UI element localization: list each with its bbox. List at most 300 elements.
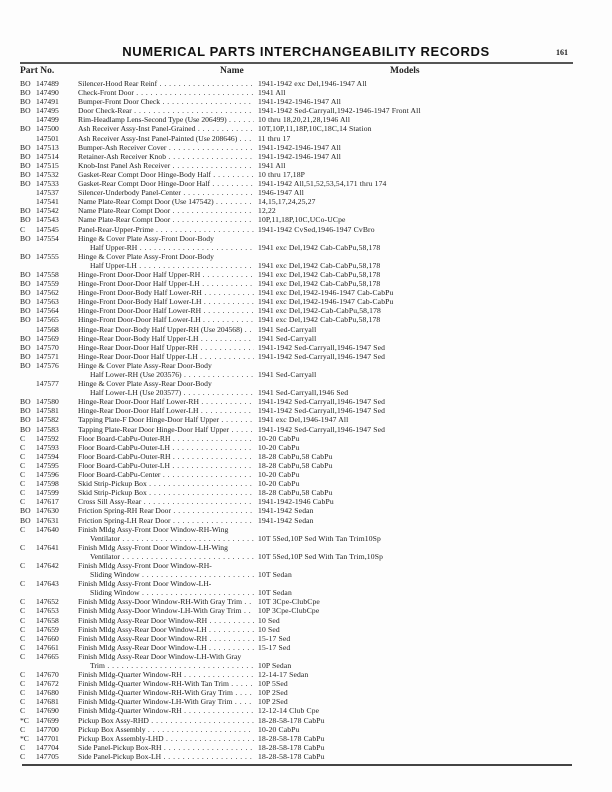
part-number: 147545 (36, 224, 59, 234)
table-row (0, 497, 612, 506)
table-row (0, 197, 612, 206)
part-name: Hinge-Front Door-Door Half Upper-RH . . . (78, 270, 254, 279)
models: 10-20 CabPu (258, 433, 300, 443)
part-name: Door Check-Rear . . . (78, 106, 254, 115)
part-prefix: C (20, 579, 26, 589)
models: 18-28-58-178 CabPu (258, 715, 325, 725)
models: 1941 exc Del,1942 Cab-CabPu,58,178 (258, 242, 381, 252)
models: 12,22 (258, 206, 276, 216)
part-prefix: BO (20, 233, 31, 243)
part-prefix: BO (20, 142, 31, 152)
part-name: Hinge-Rear Door-Body Half Upper-RH (Use 204568) . . . (78, 325, 254, 334)
part-prefix: BO (20, 406, 31, 416)
models: 18-28 CabPu,58 CabPu (258, 488, 333, 498)
part-prefix: *C (20, 733, 29, 743)
part-prefix: BO (20, 315, 31, 325)
part-name: Tapping Plate-Rear Door Hinge-Door Half Upper . . . (78, 425, 254, 434)
table-row (0, 334, 612, 343)
models: 10P 2Sed (258, 688, 288, 698)
part-name-continuation: Sliding Window . . . (90, 588, 254, 597)
models: 18-28-58-178 CabPu (258, 751, 325, 761)
part-prefix: BO (20, 288, 31, 298)
part-number: 147595 (36, 460, 59, 470)
part-prefix: BO (20, 351, 31, 361)
part-prefix: C (20, 451, 26, 461)
part-name: Skid Strip-Pickup Box . . . (78, 479, 254, 488)
table-row (0, 415, 612, 424)
part-prefix: C (20, 606, 26, 616)
part-name: Finish Mldg Assy-Rear Door Window-LH . . . (78, 625, 254, 634)
part-prefix: BO (20, 97, 31, 107)
models: 1941-1942-1946-1947 All (258, 151, 341, 161)
models: 10P Sedan (258, 661, 292, 670)
part-prefix: BO (20, 342, 31, 352)
models: 1941 Sed-Carryall (258, 333, 317, 343)
part-number: 147660 (36, 633, 59, 643)
models: 1941 Sed-Carryall (258, 324, 317, 334)
part-name: Finish Mldg Assy-Rear Door Window-LH-With Gray (78, 651, 242, 661)
table-row-continuation (0, 243, 612, 252)
part-name: Hinge-Front Door-Body Half Lower-RH . . . (78, 288, 254, 297)
table-row (0, 697, 612, 706)
part-number: 147681 (36, 697, 59, 707)
part-prefix: BO (20, 206, 31, 216)
part-number: 147513 (36, 142, 59, 152)
part-name: Side Panel-Pickup Box-RH . . . (78, 743, 254, 752)
part-number: 147570 (36, 342, 59, 352)
part-name: Bumper-Ash Receiver Cover . . . (78, 143, 254, 152)
models: 10T Sedan (258, 570, 292, 580)
part-name: Pickup Box Assy-RHD . . . (78, 716, 254, 725)
models: 1941 All (258, 88, 286, 98)
models: 1941-1942 Sed-Carryall,1946-1947 Sed (258, 406, 386, 416)
part-prefix: C (20, 742, 26, 752)
part-name: Hinge-Front Door-Door Half Lower-LH . . . (78, 315, 254, 324)
table-row (0, 179, 612, 188)
part-number: 147631 (36, 515, 59, 525)
part-prefix: C (20, 470, 26, 480)
part-number: 147659 (36, 624, 59, 634)
part-number: 147563 (36, 297, 59, 307)
models: 1941-1942 Sed-Carryall,1946-1947 Sed (258, 397, 386, 407)
part-number: 147554 (36, 233, 59, 243)
part-number: 147699 (36, 715, 59, 725)
part-prefix: *C (20, 715, 29, 725)
table-row (0, 425, 612, 434)
part-name: Ash Receiver Assy-Inst Panel-Painted (Use 208646) . . . (78, 134, 254, 143)
table-row (0, 215, 612, 224)
part-number: 147653 (36, 606, 59, 616)
part-number: 147583 (36, 424, 59, 434)
table-row (0, 470, 612, 479)
part-number: 147501 (36, 133, 59, 143)
part-number: 147665 (36, 651, 59, 661)
models: 1941 exc Del,1942 Cab-CabPu,58,178 (258, 279, 381, 289)
models: 15-17 Sed (258, 633, 291, 643)
part-name: Hinge-Rear Door-Body Half Upper-LH . . . (78, 334, 254, 343)
table-row (0, 88, 612, 97)
table-row-continuation (0, 534, 612, 543)
table-row (0, 134, 612, 143)
table-row (0, 106, 612, 115)
part-name: Tapping Plate-F Door Hinge-Door Half Upper . . . (78, 415, 254, 424)
table-row (0, 143, 612, 152)
table-row (0, 188, 612, 197)
models: 1941-1942-1946-1947 All (258, 97, 341, 107)
models: 1941-1942-1946-1947 All (258, 142, 341, 152)
part-number: 147598 (36, 479, 59, 489)
part-name: Panel-Rear-Upper-Prime . . . (78, 225, 254, 234)
models: 1941 All (258, 160, 286, 170)
models: 10P 2Sed (258, 697, 288, 707)
models: 10P 3Cpe-ClubCpe (258, 606, 320, 616)
part-name: Finish Mldg Assy-Front Door Window-LH- (78, 579, 212, 589)
part-name: Finish Mldg Assy-Rear Door Window-RH . . . (78, 616, 254, 625)
part-name: Finish Mldg Assy-Front Door Window-RH- (78, 560, 212, 570)
table-row (0, 252, 612, 261)
part-number: 147491 (36, 97, 59, 107)
part-prefix: BO (20, 360, 31, 370)
table-row (0, 543, 612, 552)
part-number: 147617 (36, 497, 59, 507)
models: 1941-1942 Sedan (258, 506, 314, 516)
table-row (0, 525, 612, 534)
part-number: 147532 (36, 169, 59, 179)
part-number: 147495 (36, 106, 59, 116)
part-number: 147642 (36, 560, 59, 570)
part-name: Finish Mldg-Quarter Window-RH-With Tan Trim . . . (78, 679, 254, 688)
part-name: Hinge-Front Door-Body Half Lower-LH . . . (78, 297, 254, 306)
part-name: Pickup Box Assembly . . . (78, 725, 254, 734)
part-prefix: C (20, 633, 26, 643)
models: 10P 5Sed (258, 679, 288, 689)
part-prefix: C (20, 642, 26, 652)
models: 18-28 CabPu,58 CabPu (258, 460, 333, 470)
part-number: 147489 (36, 79, 59, 88)
part-name: Friction Spring-LH Rear Door . . . (78, 516, 254, 525)
part-name: Check-Front Door . . . (78, 88, 254, 97)
part-prefix: BO (20, 124, 31, 134)
table-row (0, 652, 612, 661)
table-row (0, 343, 612, 352)
models: 10-20 CabPu (258, 479, 300, 489)
part-number: 147641 (36, 542, 59, 552)
part-number: 147564 (36, 306, 59, 316)
part-name: Floor Board-CabPu-Outer-RH . . . (78, 434, 254, 443)
table-row (0, 634, 612, 643)
table-row (0, 234, 612, 243)
models: 10T Sedan (258, 588, 292, 598)
part-name: Floor Board-CabPu-Outer-LH . . . (78, 461, 254, 470)
column-header-models: Models (390, 66, 420, 76)
part-name: Finish Mldg-Quarter Window-LH-With Gray Trim . . . (78, 697, 254, 706)
part-number: 147490 (36, 88, 59, 98)
part-name: Finish Mldg-Quarter Window-RH . . . (78, 706, 254, 715)
part-name: Name Plate-Rear Compt Door (Use 147542) . . . (78, 197, 254, 206)
part-prefix: C (20, 615, 26, 625)
part-prefix: C (20, 651, 26, 661)
table-row (0, 743, 612, 752)
part-number: 147565 (36, 315, 59, 325)
part-name: Hinge-Rear Door-Door Half Upper-LH . . . (78, 352, 254, 361)
part-name: Gasket-Rear Compt Door Hinge-Body Half . . . (78, 170, 254, 179)
part-number: 147555 (36, 251, 59, 261)
models: 1941-1942 Sedan (258, 515, 314, 525)
part-prefix: BO (20, 169, 31, 179)
part-prefix: BO (20, 151, 31, 161)
part-prefix: C (20, 688, 26, 698)
models: 1941 exc Del,1942-Cab-CabPu,58,178 (258, 306, 381, 316)
part-name: Gasket-Rear Compt Door Hinge-Door Half . . . (78, 179, 254, 188)
part-prefix: C (20, 679, 26, 689)
part-number: 147562 (36, 288, 59, 298)
models: 10T 5Sed,10P Sed With Tan Trim10Sp (258, 533, 381, 543)
models: 1941-1942 Sed-Carryall,1946-1947 Sed (258, 342, 386, 352)
table-row (0, 579, 612, 588)
part-prefix: BO (20, 297, 31, 307)
table-row (0, 306, 612, 315)
table-row (0, 606, 612, 615)
part-number: 147596 (36, 470, 59, 480)
part-number: 147640 (36, 524, 59, 534)
part-number: 147661 (36, 642, 59, 652)
models: 14,15,17,24,25,27 (258, 197, 316, 207)
part-number: 147658 (36, 615, 59, 625)
part-name: Ash Receiver Assy-Inst Panel-Grained . . . (78, 124, 254, 133)
models: 1941 exc Del,1942 Cab-CabPu,58,178 (258, 260, 381, 270)
table-row (0, 170, 612, 179)
part-name: Knob-Inst Panel Ash Receiver . . . (78, 161, 254, 170)
part-prefix: C (20, 224, 26, 234)
part-prefix: BO (20, 160, 31, 170)
part-prefix: C (20, 597, 26, 607)
models: 18-28-58-178 CabPu (258, 742, 325, 752)
models: 1946-1947 All (258, 188, 305, 198)
part-name: Hinge & Cover Plate Assy-Rear Door-Body (78, 379, 212, 389)
models: 1941-1942 Sed-Carryall,1946-1947 Sed (258, 424, 386, 434)
part-number: 147643 (36, 579, 59, 589)
part-name: Floor Board-CabPu-Outer-RH . . . (78, 452, 254, 461)
table-row (0, 506, 612, 515)
part-number: 147680 (36, 688, 59, 698)
table-row (0, 479, 612, 488)
part-name: Cross Sill Assy-Rear . . . (78, 497, 254, 506)
models: 18-28 CabPu,58 CabPu (258, 451, 333, 461)
part-prefix: C (20, 560, 26, 570)
part-number: 147704 (36, 742, 59, 752)
table-row (0, 452, 612, 461)
part-prefix: C (20, 488, 26, 498)
part-prefix: BO (20, 215, 31, 225)
part-prefix: C (20, 542, 26, 552)
part-number: 147630 (36, 506, 59, 516)
table-row-continuation (0, 388, 612, 397)
part-name: Hinge-Front Door-Door Half Upper-LH . . . (78, 279, 254, 288)
part-name: Hinge & Cover Plate Assy-Rear Door-Body (78, 360, 212, 370)
models: 10 Sed (258, 624, 280, 634)
table-row (0, 352, 612, 361)
table-row (0, 279, 612, 288)
part-number: 147543 (36, 215, 59, 225)
part-name: Skid Strip-Pickup Box . . . (78, 488, 254, 497)
part-number: 147542 (36, 206, 59, 216)
models: 1941 exc Del,1942 Cab-CabPu,58,178 (258, 269, 381, 279)
models: 12-14-17 Sedan (258, 670, 309, 680)
table-row (0, 225, 612, 234)
part-number: 147599 (36, 488, 59, 498)
table-row (0, 625, 612, 634)
part-name: Side Panel-Pickup Box-LH . . . (78, 752, 254, 761)
models: 1941 exc Del,1946-1947 All (258, 415, 349, 425)
part-prefix: C (20, 524, 26, 534)
part-number: 147705 (36, 751, 59, 761)
part-name-continuation: Ventilator . . . (90, 534, 254, 543)
table-row (0, 115, 612, 124)
part-number: 147594 (36, 451, 59, 461)
part-prefix: BO (20, 333, 31, 343)
part-name: Hinge-Rear Door-Door Half Lower-RH . . . (78, 397, 254, 406)
part-number: 147571 (36, 351, 59, 361)
part-name: Finish Mldg Assy-Door Window-RH-With Gray Trim . . . (78, 597, 254, 606)
part-name: Finish Mldg-Quarter Window-RH-With Gray Trim . . . (78, 688, 254, 697)
table-row (0, 688, 612, 697)
part-prefix: BO (20, 397, 31, 407)
table-row (0, 406, 612, 415)
part-number: 147537 (36, 188, 59, 198)
table-row (0, 643, 612, 652)
table-row (0, 79, 612, 88)
table-row-continuation (0, 261, 612, 270)
part-prefix: BO (20, 515, 31, 525)
part-prefix: BO (20, 251, 31, 261)
models: 10T 3Cpe-ClubCpe (258, 597, 320, 607)
table-row (0, 297, 612, 306)
table-row (0, 461, 612, 470)
part-name-continuation: Half Upper-LH . . . (90, 261, 254, 270)
part-name: Retainer-Ash Receiver Knob . . . (78, 152, 254, 161)
table-row-continuation (0, 570, 612, 579)
table-row (0, 679, 612, 688)
page-title: NUMERICAL PARTS INTERCHANGEABILITY RECORDS (122, 44, 490, 59)
part-number: 147580 (36, 397, 59, 407)
models: 10T,10P,11,18P,10C,18C,14 Station (258, 124, 372, 134)
models: 10-20 CabPu (258, 724, 300, 734)
models: 1941 Sed-Carryall,1946 Sed (258, 388, 349, 398)
part-name-continuation: Trim . . . (90, 661, 254, 670)
part-name-continuation: Sliding Window . . . (90, 570, 254, 579)
part-name: Hinge-Front Door-Door Half Lower-RH . . . (78, 306, 254, 315)
part-number: 147577 (36, 379, 59, 389)
part-name: Finish Mldg Assy-Door Window-LH-With Gray Trim . . . (78, 606, 254, 615)
table-row (0, 734, 612, 743)
parts-table (0, 79, 612, 761)
part-number: 147672 (36, 679, 59, 689)
part-name: Finish Mldg Assy-Rear Door Window-LH . . . (78, 643, 254, 652)
part-name: Finish Mldg Assy-Front Door Window-RH-Wing (78, 524, 229, 534)
models: 10-20 CabPu (258, 470, 300, 480)
models: 1941 exc Del,1942 Cab-CabPu,58,178 (258, 315, 381, 325)
table-row (0, 488, 612, 497)
table-row-continuation (0, 661, 612, 670)
part-name: Floor Board-CabPu-Center . . . (78, 470, 254, 479)
part-number: 147499 (36, 115, 59, 125)
part-name: Name Plate-Rear Compt Door . . . (78, 206, 254, 215)
part-number: 147514 (36, 151, 59, 161)
part-prefix: BO (20, 79, 31, 88)
part-name: Silencer-Underbody Panel-Center . . . (78, 188, 254, 197)
table-row (0, 561, 612, 570)
part-prefix: BO (20, 88, 31, 98)
models: 1941-1942 Sed-Carryall,1942-1946-1947 Front All (258, 106, 421, 116)
part-number: 147581 (36, 406, 59, 416)
table-row (0, 325, 612, 334)
part-prefix: BO (20, 269, 31, 279)
part-number: 147533 (36, 179, 59, 189)
bottom-rule (22, 764, 572, 766)
models: 15-17 Sed (258, 642, 291, 652)
models: 12-12-14 Club Cpe (258, 706, 320, 716)
part-prefix: C (20, 706, 26, 716)
part-number: 147593 (36, 442, 59, 452)
part-prefix: BO (20, 306, 31, 316)
models: 1941 exc Del,1942-1946-1947 Cab-CabPu (258, 297, 394, 307)
part-prefix: BO (20, 506, 31, 516)
part-name: Finish Mldg Assy-Front Door Window-LH-Wing (78, 542, 228, 552)
table-row (0, 124, 612, 133)
part-name: Hinge-Rear Door-Door Half Upper-RH . . . (78, 343, 254, 352)
part-prefix: BO (20, 106, 31, 116)
part-number: 147690 (36, 706, 59, 716)
part-name-continuation: Half Lower-RH (Use 203576) . . . (90, 370, 254, 379)
models: 1941-1942-1946 CabPu (258, 497, 334, 507)
table-row (0, 434, 612, 443)
part-number: 147576 (36, 360, 59, 370)
column-header-part-no: Part No. (20, 66, 55, 76)
part-prefix: C (20, 670, 26, 680)
part-number: 147670 (36, 670, 59, 680)
table-row (0, 616, 612, 625)
part-prefix: BO (20, 415, 31, 425)
part-number: 147515 (36, 160, 59, 170)
part-name: Silencer-Hood Rear Reinf . . . (78, 79, 254, 88)
part-prefix: C (20, 460, 26, 470)
models: 10P,11,18P,10C,UCo-UCpe (258, 215, 346, 225)
models: 10-20 CabPu (258, 442, 300, 452)
table-row (0, 206, 612, 215)
part-name: Rim-Headlamp Lens-Second Type (Use 206499) . . . (78, 115, 254, 124)
models: 10 Sed (258, 615, 280, 625)
part-prefix: C (20, 751, 26, 761)
part-name: Hinge & Cover Plate Assy-Front Door-Body (78, 251, 214, 261)
part-prefix: BO (20, 179, 31, 189)
table-row (0, 725, 612, 734)
models: 1941-1942 CvSed,1946-1947 CvBro (258, 224, 375, 234)
models: 1941 Sed-Carryall (258, 370, 317, 379)
part-number: 147541 (36, 197, 59, 207)
models: 18-28-58-178 CabPu (258, 733, 325, 743)
part-number: 147701 (36, 733, 59, 743)
table-row (0, 97, 612, 106)
part-prefix: C (20, 624, 26, 634)
models: 1941-1942 All,51,52,53,54,171 thru 174 (258, 179, 387, 189)
title-rule (20, 62, 573, 64)
part-name: Friction Spring-RH Rear Door . . . (78, 506, 254, 515)
models: 1941-1942 Sed-Carryall,1946-1947 Sed (258, 351, 386, 361)
models: 1941-1942 exc Del,1946-1947 All (258, 79, 367, 88)
part-name: Bumper-Front Door Check . . . (78, 97, 254, 106)
part-name: Hinge-Rear Door-Door Half Lower-LH . . . (78, 406, 254, 415)
column-header-name: Name (220, 66, 244, 76)
